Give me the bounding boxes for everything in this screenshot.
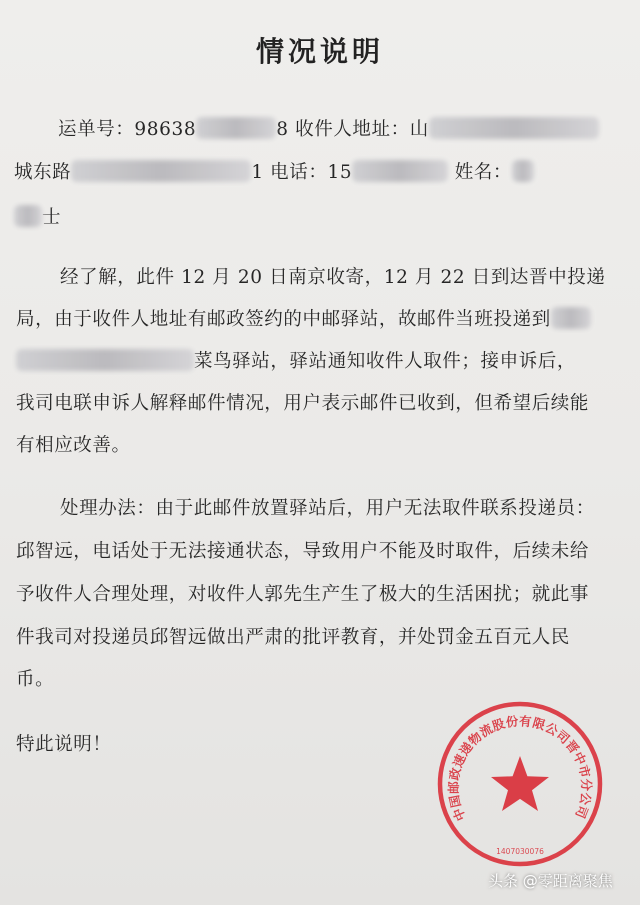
seal-serial: 1407030076 (496, 847, 544, 856)
para2-line1: 处理办法：由于此邮件放置驿站后，用户无法取件联系投递员： (60, 498, 595, 519)
address-continued: 城东路 (14, 162, 72, 183)
name-line (14, 203, 61, 229)
para1-line1: 经了解，此件 12 月 20 日南京收寄，12 月 22 日到达晋中投递 (60, 267, 606, 288)
phone-start: 15 (327, 162, 353, 183)
para1-line2-text: 局，由于收件人地址有邮政签约的中邮驿站，故邮件当班投递到 (16, 309, 551, 330)
para1-line2 (16, 305, 591, 331)
document-title: 情况说明 (255, 35, 384, 68)
address-start: 山 (409, 119, 429, 140)
seal-text: 中国邮政速递物流股份有限公司晋中市分公司 (445, 713, 595, 824)
address-phone-line (14, 158, 534, 184)
waybill-label: 运单号： (58, 119, 135, 140)
address-label: 收件人地址： (295, 119, 410, 140)
waybill-number-end: 8 (276, 119, 289, 140)
redacted-station (551, 307, 591, 329)
para2-line5: 币。 (16, 669, 55, 690)
para2-line4: 件我司对投递员邱智远做出严肃的批评教育，并处罚金五百元人民 (16, 627, 570, 648)
para1-line3-text: 菜鸟驿站，驿站通知收件人取件；接申诉后， (194, 351, 577, 372)
redacted-waybill (196, 117, 276, 139)
redacted-address (429, 117, 599, 139)
waybill-number-start: 98638 (134, 119, 197, 140)
name-label: 姓名： (454, 162, 513, 183)
redacted-name-2 (14, 205, 42, 227)
para2-line2: 邱智远，电话处于无法接通状态，导致用户不能及时取件，后续未给 (16, 541, 590, 562)
para1-line5: 有相应改善。 (16, 435, 131, 456)
closing-text: 特此说明！ (16, 734, 112, 755)
redacted-name (512, 160, 534, 182)
redacted-location (16, 349, 194, 371)
redacted-phone (352, 160, 448, 182)
name-end: 士 (42, 207, 62, 228)
para1-line4: 我司电联申诉人解释邮件情况，用户表示邮件已收到，但希望后续能 (16, 393, 590, 414)
star-icon (491, 756, 549, 811)
waybill-line (58, 115, 599, 141)
para1-line3 (16, 347, 576, 373)
redacted-address-2 (71, 160, 251, 182)
phone-label: 电话： (270, 162, 328, 183)
para2-line3: 予收件人合理处理，对收件人郭先生产生了极大的生活困扰；就此事 (16, 584, 590, 605)
official-seal (436, 700, 604, 868)
address-mid: 1 (251, 162, 264, 183)
source-watermark: 头条 @零距离聚焦 (488, 872, 613, 890)
